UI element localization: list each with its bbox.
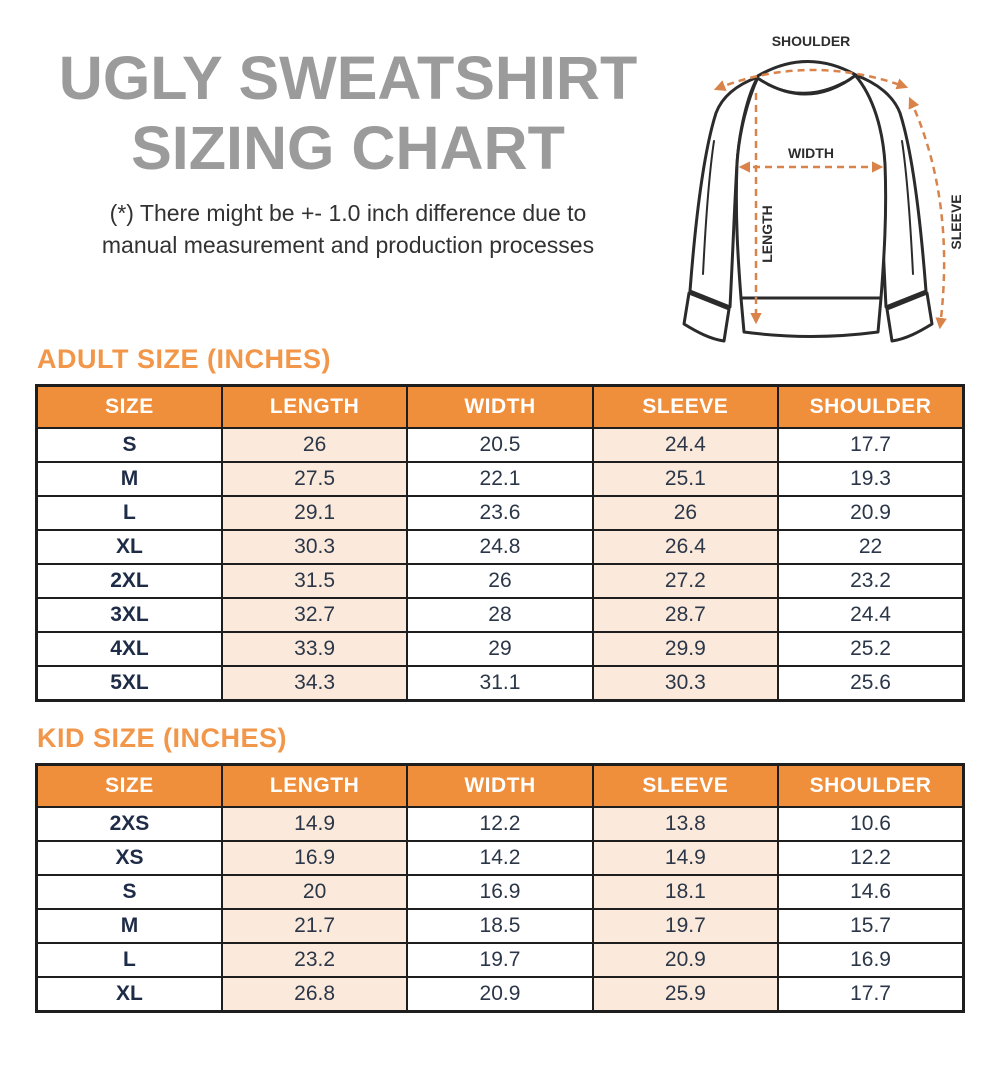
value-cell: 29.9 bbox=[593, 632, 778, 666]
size-cell: L bbox=[37, 943, 222, 977]
value-cell: 26.4 bbox=[593, 530, 778, 564]
shoulder-label: SHOULDER bbox=[771, 33, 851, 49]
value-cell: 12.2 bbox=[778, 841, 963, 875]
value-cell: 25.1 bbox=[593, 462, 778, 496]
value-cell: 19.7 bbox=[407, 943, 592, 977]
table-row bbox=[37, 807, 964, 841]
value-cell: 29 bbox=[407, 632, 592, 666]
value-cell: 20.9 bbox=[407, 977, 592, 1012]
value-cell: 33.9 bbox=[222, 632, 407, 666]
table-row bbox=[37, 841, 964, 875]
column-header-sleeve: SLEEVE bbox=[593, 765, 778, 808]
sweatshirt-outline bbox=[684, 61, 932, 341]
disclaimer-text bbox=[24, 197, 672, 261]
adult-size-section bbox=[35, 344, 965, 702]
table-row bbox=[37, 598, 964, 632]
column-header-width: WIDTH bbox=[407, 386, 592, 429]
value-cell: 31.5 bbox=[222, 564, 407, 598]
value-cell: 12.2 bbox=[407, 807, 592, 841]
value-cell: 20.9 bbox=[778, 496, 963, 530]
value-cell: 22 bbox=[778, 530, 963, 564]
value-cell: 30.3 bbox=[593, 666, 778, 701]
size-cell: XS bbox=[37, 841, 222, 875]
value-cell: 14.9 bbox=[222, 807, 407, 841]
size-cell: XL bbox=[37, 530, 222, 564]
value-cell: 10.6 bbox=[778, 807, 963, 841]
value-cell: 29.1 bbox=[222, 496, 407, 530]
value-cell: 16.9 bbox=[407, 875, 592, 909]
value-cell: 28.7 bbox=[593, 598, 778, 632]
size-cell: M bbox=[37, 462, 222, 496]
table-row bbox=[37, 943, 964, 977]
column-header-sleeve: SLEEVE bbox=[593, 386, 778, 429]
column-header-shoulder: SHOULDER bbox=[778, 386, 963, 429]
value-cell: 17.7 bbox=[778, 977, 963, 1012]
column-header-length: LENGTH bbox=[222, 386, 407, 429]
table-row bbox=[37, 632, 964, 666]
value-cell: 23.2 bbox=[222, 943, 407, 977]
value-cell: 14.6 bbox=[778, 875, 963, 909]
value-cell: 18.1 bbox=[593, 875, 778, 909]
value-cell: 24.4 bbox=[593, 428, 778, 462]
value-cell: 14.2 bbox=[407, 841, 592, 875]
value-cell: 13.8 bbox=[593, 807, 778, 841]
size-cell: XL bbox=[37, 977, 222, 1012]
value-cell: 21.7 bbox=[222, 909, 407, 943]
value-cell: 32.7 bbox=[222, 598, 407, 632]
page-title-line2: SIZING CHART bbox=[131, 113, 565, 182]
title-block bbox=[24, 44, 672, 261]
header-row bbox=[37, 765, 964, 808]
value-cell: 25.6 bbox=[778, 666, 963, 701]
value-cell: 26 bbox=[222, 428, 407, 462]
table-row bbox=[37, 977, 964, 1012]
table-row bbox=[37, 666, 964, 701]
size-cell: 3XL bbox=[37, 598, 222, 632]
size-cell: 2XL bbox=[37, 564, 222, 598]
kid-size-heading: KID SIZE (INCHES) bbox=[37, 723, 288, 753]
disclaimer-line2: manual measurement and production processes bbox=[101, 232, 595, 259]
value-cell: 20.9 bbox=[593, 943, 778, 977]
size-cell: S bbox=[37, 875, 222, 909]
page-title-line1: UGLY SWEATSHIRT bbox=[58, 44, 638, 112]
value-cell: 22.1 bbox=[407, 462, 592, 496]
value-cell: 15.7 bbox=[778, 909, 963, 943]
table-row bbox=[37, 496, 964, 530]
sleeve-label: SLEEVE bbox=[948, 194, 964, 250]
value-cell: 26.8 bbox=[222, 977, 407, 1012]
table-row bbox=[37, 875, 964, 909]
size-cell: 2XS bbox=[37, 807, 222, 841]
value-cell: 14.9 bbox=[593, 841, 778, 875]
value-cell: 27.2 bbox=[593, 564, 778, 598]
column-header-shoulder: SHOULDER bbox=[778, 765, 963, 808]
table-row bbox=[37, 564, 964, 598]
value-cell: 16.9 bbox=[778, 943, 963, 977]
column-header-length: LENGTH bbox=[222, 765, 407, 808]
table-row bbox=[37, 530, 964, 564]
value-cell: 25.2 bbox=[778, 632, 963, 666]
value-cell: 20 bbox=[222, 875, 407, 909]
table-row bbox=[37, 462, 964, 496]
kid-size-section bbox=[35, 723, 965, 1013]
adult-size-table bbox=[35, 384, 965, 702]
value-cell: 30.3 bbox=[222, 530, 407, 564]
value-cell: 19.7 bbox=[593, 909, 778, 943]
sweatshirt-measurement-diagram bbox=[658, 14, 1000, 354]
table-row bbox=[37, 909, 964, 943]
value-cell: 26 bbox=[407, 564, 592, 598]
length-label: LENGTH bbox=[759, 205, 775, 263]
value-cell: 28 bbox=[407, 598, 592, 632]
value-cell: 26 bbox=[593, 496, 778, 530]
value-cell: 34.3 bbox=[222, 666, 407, 701]
value-cell: 24.4 bbox=[778, 598, 963, 632]
header-row bbox=[37, 386, 964, 429]
table-row bbox=[37, 428, 964, 462]
tables-container bbox=[35, 344, 965, 1013]
size-cell: M bbox=[37, 909, 222, 943]
value-cell: 24.8 bbox=[407, 530, 592, 564]
value-cell: 23.2 bbox=[778, 564, 963, 598]
value-cell: 27.5 bbox=[222, 462, 407, 496]
value-cell: 31.1 bbox=[407, 666, 592, 701]
value-cell: 20.5 bbox=[407, 428, 592, 462]
size-cell: 5XL bbox=[37, 666, 222, 701]
size-cell: 4XL bbox=[37, 632, 222, 666]
column-header-size: SIZE bbox=[37, 386, 222, 429]
column-header-size: SIZE bbox=[37, 765, 222, 808]
value-cell: 23.6 bbox=[407, 496, 592, 530]
page-title bbox=[24, 44, 672, 183]
sweatshirt-diagram-svg bbox=[658, 14, 1000, 354]
size-cell: S bbox=[37, 428, 222, 462]
value-cell: 17.7 bbox=[778, 428, 963, 462]
value-cell: 19.3 bbox=[778, 462, 963, 496]
width-label: WIDTH bbox=[788, 145, 834, 161]
adult-size-heading: ADULT SIZE (INCHES) bbox=[37, 344, 331, 374]
disclaimer-line1: (*) There might be +- 1.0 inch difference due to bbox=[109, 200, 587, 227]
size-cell: L bbox=[37, 496, 222, 530]
value-cell: 25.9 bbox=[593, 977, 778, 1012]
column-header-width: WIDTH bbox=[407, 765, 592, 808]
value-cell: 16.9 bbox=[222, 841, 407, 875]
value-cell: 18.5 bbox=[407, 909, 592, 943]
kid-size-table bbox=[35, 763, 965, 1013]
